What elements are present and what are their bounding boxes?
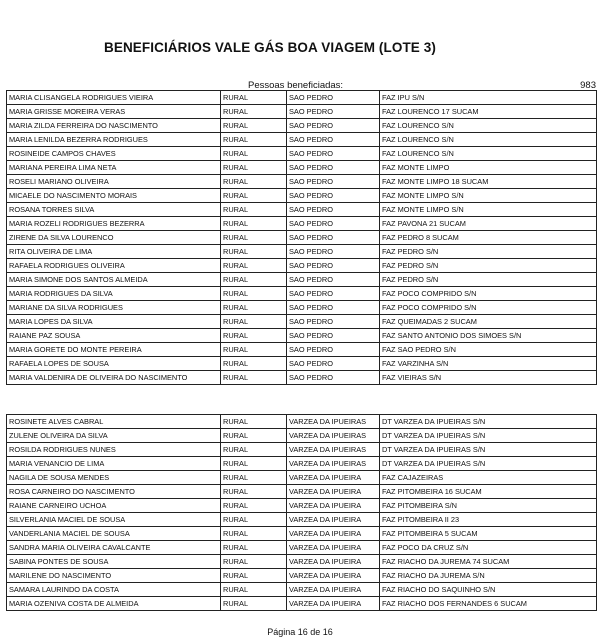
zone-cell: RURAL xyxy=(221,513,287,527)
zone-cell: RURAL xyxy=(221,443,287,457)
table-row xyxy=(7,301,597,315)
address-cell: FAZ RIACHO DA JUREMA 74 SUCAM xyxy=(380,555,597,569)
table-row xyxy=(7,273,597,287)
locality-cell: VARZEA DA IPUEIRAS xyxy=(287,443,380,457)
beneficiary-name-cell: RAFAELA RODRIGUES OLIVEIRA xyxy=(7,259,221,273)
beneficiary-name-cell: MARIA LOPES DA SILVA xyxy=(7,315,221,329)
locality-cell: VARZEA DA IPUEIRA xyxy=(287,597,380,611)
zone-cell: RURAL xyxy=(221,273,287,287)
table-row xyxy=(7,555,597,569)
locality-cell: SAO PEDRO xyxy=(287,231,380,245)
table-row xyxy=(7,91,597,105)
beneficiary-name-cell: MICAELE DO NASCIMENTO MORAIS xyxy=(7,189,221,203)
table-row xyxy=(7,133,597,147)
beneficiary-name-cell: SANDRA MARIA OLIVEIRA CAVALCANTE xyxy=(7,541,221,555)
table-row xyxy=(7,175,597,189)
address-cell: FAZ LOURENCO 17 SUCAM xyxy=(380,105,597,119)
locality-cell: SAO PEDRO xyxy=(287,119,380,133)
address-cell: DT VARZEA DA IPUEIRAS S/N xyxy=(380,415,597,429)
beneficiary-name-cell: ROSINETE ALVES CABRAL xyxy=(7,415,221,429)
address-cell: FAZ RIACHO DO SAQUINHO S/N xyxy=(380,583,597,597)
zone-cell: RURAL xyxy=(221,301,287,315)
zone-cell: RURAL xyxy=(221,499,287,513)
address-cell: FAZ MONTE LIMPO xyxy=(380,161,597,175)
table-row xyxy=(7,371,597,385)
address-cell: FAZ PAVONA 21 SUCAM xyxy=(380,217,597,231)
locality-cell: VARZEA DA IPUEIRAS xyxy=(287,457,380,471)
beneficiary-name-cell: MARIA GORETE DO MONTE PEREIRA xyxy=(7,343,221,357)
beneficiary-name-cell: MARIA ZILDA FERREIRA DO NASCIMENTO xyxy=(7,119,221,133)
beneficiary-name-cell: MARIA CLISANGELA RODRIGUES VIEIRA xyxy=(7,91,221,105)
address-cell: FAZ PEDRO S/N xyxy=(380,273,597,287)
address-cell: FAZ IPU S/N xyxy=(380,91,597,105)
zone-cell: RURAL xyxy=(221,161,287,175)
locality-cell: SAO PEDRO xyxy=(287,147,380,161)
table-row xyxy=(7,287,597,301)
zone-cell: RURAL xyxy=(221,583,287,597)
address-cell: FAZ VIEIRAS S/N xyxy=(380,371,597,385)
address-cell: FAZ LOURENCO S/N xyxy=(380,147,597,161)
table-row xyxy=(7,429,597,443)
address-cell: FAZ POCO COMPRIDO S/N xyxy=(380,301,597,315)
locality-cell: VARZEA DA IPUEIRA xyxy=(287,569,380,583)
zone-cell: RURAL xyxy=(221,471,287,485)
beneficiary-name-cell: SAMARA LAURINDO DA COSTA xyxy=(7,583,221,597)
locality-cell: VARZEA DA IPUEIRA xyxy=(287,499,380,513)
zone-cell: RURAL xyxy=(221,119,287,133)
zone-cell: RURAL xyxy=(221,541,287,555)
zone-cell: RURAL xyxy=(221,485,287,499)
locality-cell: VARZEA DA IPUEIRA xyxy=(287,527,380,541)
table-row xyxy=(7,471,597,485)
beneficiary-name-cell: MARIA LENILDA BEZERRA RODRIGUES xyxy=(7,133,221,147)
address-cell: FAZ PEDRO 8 SUCAM xyxy=(380,231,597,245)
locality-cell: SAO PEDRO xyxy=(287,273,380,287)
address-cell: FAZ SAO PEDRO S/N xyxy=(380,343,597,357)
zone-cell: RURAL xyxy=(221,597,287,611)
zone-cell: RURAL xyxy=(221,105,287,119)
zone-cell: RURAL xyxy=(221,357,287,371)
beneficiary-name-cell: ROSILDA RODRIGUES NUNES xyxy=(7,443,221,457)
beneficiary-name-cell: ROSELI MARIANO OLIVEIRA xyxy=(7,175,221,189)
table-row xyxy=(7,119,597,133)
beneficiary-name-cell: ROSINEIDE CAMPOS CHAVES xyxy=(7,147,221,161)
table-row xyxy=(7,443,597,457)
zone-cell: RURAL xyxy=(221,133,287,147)
locality-cell: VARZEA DA IPUEIRA xyxy=(287,471,380,485)
beneficiary-name-cell: ROSA CARNEIRO DO NASCIMENTO xyxy=(7,485,221,499)
locality-cell: VARZEA DA IPUEIRA xyxy=(287,541,380,555)
locality-cell: VARZEA DA IPUEIRAS xyxy=(287,429,380,443)
beneficiary-name-cell: MARILENE DO NASCIMENTO xyxy=(7,569,221,583)
table-row xyxy=(7,343,597,357)
zone-cell: RURAL xyxy=(221,245,287,259)
table-row xyxy=(7,147,597,161)
address-cell: FAZ VARZINHA S/N xyxy=(380,357,597,371)
beneficiary-name-cell: RITA OLIVEIRA DE LIMA xyxy=(7,245,221,259)
beneficiary-name-cell: RAFAELA LOPES DE SOUSA xyxy=(7,357,221,371)
zone-cell: RURAL xyxy=(221,189,287,203)
locality-cell: SAO PEDRO xyxy=(287,189,380,203)
address-cell: FAZ PEDRO S/N xyxy=(380,259,597,273)
zone-cell: RURAL xyxy=(221,569,287,583)
table-row xyxy=(7,527,597,541)
locality-cell: SAO PEDRO xyxy=(287,161,380,175)
address-cell: FAZ CAJAZEIRAS xyxy=(380,471,597,485)
locality-cell: SAO PEDRO xyxy=(287,175,380,189)
address-cell: FAZ POCO DA CRUZ S/N xyxy=(380,541,597,555)
address-cell: FAZ PITOMBEIRA 16 SUCAM xyxy=(380,485,597,499)
table-row xyxy=(7,499,597,513)
table-row xyxy=(7,457,597,471)
zone-cell: RURAL xyxy=(221,147,287,161)
zone-cell: RURAL xyxy=(221,287,287,301)
beneficiary-name-cell: ROSANA TORRES SILVA xyxy=(7,203,221,217)
beneficiary-name-cell: MARIA OZENIVA COSTA DE ALMEIDA xyxy=(7,597,221,611)
beneficiary-name-cell: MARIA ROZELI RODRIGUES BEZERRA xyxy=(7,217,221,231)
beneficiaries-table-varzea-da-ipueira xyxy=(6,414,597,611)
table-row xyxy=(7,513,597,527)
locality-cell: SAO PEDRO xyxy=(287,245,380,259)
locality-cell: SAO PEDRO xyxy=(287,105,380,119)
table-row xyxy=(7,315,597,329)
beneficiaries-count: 983 xyxy=(580,80,596,91)
locality-cell: SAO PEDRO xyxy=(287,287,380,301)
address-cell: FAZ LOURENCO S/N xyxy=(380,133,597,147)
locality-cell: SAO PEDRO xyxy=(287,217,380,231)
address-cell: FAZ RIACHO DA JUREMA S/N xyxy=(380,569,597,583)
beneficiary-name-cell: ZULENE OLIVEIRA DA SILVA xyxy=(7,429,221,443)
beneficiary-name-cell: RAIANE PAZ SOUSA xyxy=(7,329,221,343)
beneficiary-name-cell: ZIRENE DA SILVA LOURENCO xyxy=(7,231,221,245)
table-row xyxy=(7,541,597,555)
page-number: Página 16 de 16 xyxy=(267,627,333,637)
beneficiary-name-cell: MARIA VENANCIO DE LIMA xyxy=(7,457,221,471)
zone-cell: RURAL xyxy=(221,527,287,541)
address-cell: DT VARZEA DA IPUEIRAS S/N xyxy=(380,429,597,443)
zone-cell: RURAL xyxy=(221,415,287,429)
table-row xyxy=(7,415,597,429)
locality-cell: SAO PEDRO xyxy=(287,329,380,343)
locality-cell: SAO PEDRO xyxy=(287,371,380,385)
zone-cell: RURAL xyxy=(221,91,287,105)
address-cell: FAZ RIACHO DOS FERNANDES 6 SUCAM xyxy=(380,597,597,611)
beneficiary-name-cell: NAGILA DE SOUSA MENDES xyxy=(7,471,221,485)
address-cell: FAZ QUEIMADAS 2 SUCAM xyxy=(380,315,597,329)
locality-cell: VARZEA DA IPUEIRAS xyxy=(287,415,380,429)
beneficiary-name-cell: MARIA GRISSE MOREIRA VERAS xyxy=(7,105,221,119)
locality-cell: SAO PEDRO xyxy=(287,133,380,147)
locality-cell: SAO PEDRO xyxy=(287,259,380,273)
zone-cell: RURAL xyxy=(221,203,287,217)
beneficiary-name-cell: MARIANA PEREIRA LIMA NETA xyxy=(7,161,221,175)
locality-cell: VARZEA DA IPUEIRA xyxy=(287,583,380,597)
zone-cell: RURAL xyxy=(221,555,287,569)
locality-cell: SAO PEDRO xyxy=(287,301,380,315)
beneficiary-name-cell: SILVERLANIA MACIEL DE SOUSA xyxy=(7,513,221,527)
zone-cell: RURAL xyxy=(221,329,287,343)
zone-cell: RURAL xyxy=(221,429,287,443)
locality-cell: SAO PEDRO xyxy=(287,357,380,371)
beneficiary-name-cell: VANDERLANIA MACIEL DE SOUSA xyxy=(7,527,221,541)
address-cell: DT VARZEA DA IPUEIRAS S/N xyxy=(380,457,597,471)
zone-cell: RURAL xyxy=(221,343,287,357)
address-cell: FAZ MONTE LIMPO S/N xyxy=(380,203,597,217)
table-row xyxy=(7,485,597,499)
address-cell: FAZ PITOMBEIRA S/N xyxy=(380,499,597,513)
table-row xyxy=(7,189,597,203)
table-row xyxy=(7,245,597,259)
beneficiary-name-cell: MARIA RODRIGUES DA SILVA xyxy=(7,287,221,301)
table-row xyxy=(7,357,597,371)
locality-cell: VARZEA DA IPUEIRA xyxy=(287,513,380,527)
beneficiary-name-cell: RAIANE CARNEIRO UCHOA xyxy=(7,499,221,513)
table-row xyxy=(7,161,597,175)
address-cell: FAZ PITOMBEIRA 5 SUCAM xyxy=(380,527,597,541)
table-row xyxy=(7,105,597,119)
table-row xyxy=(7,583,597,597)
table-row xyxy=(7,203,597,217)
beneficiary-name-cell: MARIANE DA SILVA RODRIGUES xyxy=(7,301,221,315)
beneficiaries-table-sao-pedro xyxy=(6,90,597,385)
table-row xyxy=(7,329,597,343)
address-cell: FAZ POCO COMPRIDO S/N xyxy=(380,287,597,301)
zone-cell: RURAL xyxy=(221,457,287,471)
address-cell: FAZ LOURENCO S/N xyxy=(380,119,597,133)
address-cell: FAZ MONTE LIMPO S/N xyxy=(380,189,597,203)
zone-cell: RURAL xyxy=(221,259,287,273)
page-title: BENEFICIÁRIOS VALE GÁS BOA VIAGEM (LOTE 3) xyxy=(104,40,436,55)
zone-cell: RURAL xyxy=(221,371,287,385)
address-cell: FAZ PEDRO S/N xyxy=(380,245,597,259)
address-cell: FAZ SANTO ANTONIO DOS SIMOES S/N xyxy=(380,329,597,343)
table-row xyxy=(7,217,597,231)
beneficiary-name-cell: MARIA VALDENIRA DE OLIVEIRA DO NASCIMENTO xyxy=(7,371,221,385)
locality-cell: SAO PEDRO xyxy=(287,315,380,329)
locality-cell: VARZEA DA IPUEIRA xyxy=(287,555,380,569)
address-cell: FAZ MONTE LIMPO 18 SUCAM xyxy=(380,175,597,189)
address-cell: DT VARZEA DA IPUEIRAS S/N xyxy=(380,443,597,457)
table-row xyxy=(7,231,597,245)
beneficiaries-label: Pessoas beneficiadas: xyxy=(248,80,344,91)
locality-cell: VARZEA DA IPUEIRA xyxy=(287,485,380,499)
beneficiary-name-cell: SABINA PONTES DE SOUSA xyxy=(7,555,221,569)
zone-cell: RURAL xyxy=(221,175,287,189)
beneficiary-name-cell: MARIA SIMONE DOS SANTOS ALMEIDA xyxy=(7,273,221,287)
zone-cell: RURAL xyxy=(221,231,287,245)
locality-cell: SAO PEDRO xyxy=(287,343,380,357)
table-row xyxy=(7,569,597,583)
zone-cell: RURAL xyxy=(221,315,287,329)
locality-cell: SAO PEDRO xyxy=(287,203,380,217)
locality-cell: SAO PEDRO xyxy=(287,91,380,105)
zone-cell: RURAL xyxy=(221,217,287,231)
table-row xyxy=(7,259,597,273)
table-row xyxy=(7,597,597,611)
address-cell: FAZ PITOMBEIRA II 23 xyxy=(380,513,597,527)
